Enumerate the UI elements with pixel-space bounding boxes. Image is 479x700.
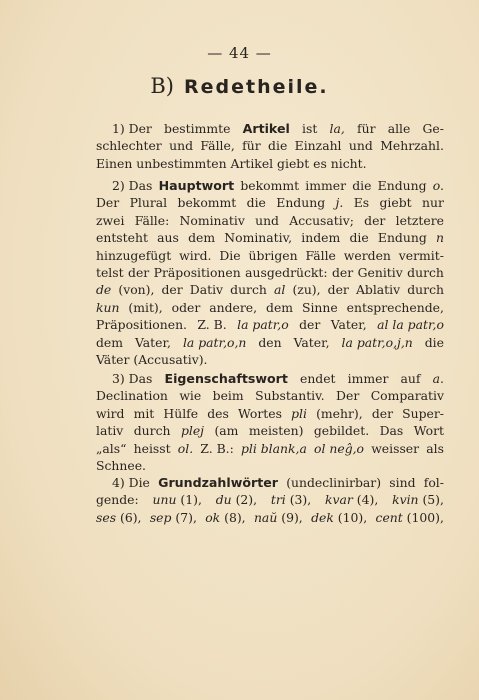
word: Präpositionen bbox=[153, 264, 241, 280]
grammar-term: Artikel bbox=[242, 121, 290, 136]
word: Nominativ bbox=[179, 212, 245, 228]
word: (mit), bbox=[128, 299, 163, 315]
word: (von), bbox=[118, 282, 155, 298]
word: Dativ bbox=[189, 282, 224, 298]
word: für bbox=[357, 121, 376, 136]
word: Hülfe bbox=[163, 405, 199, 421]
word: des bbox=[207, 405, 229, 421]
word: dem bbox=[96, 334, 124, 350]
word: Comparativ bbox=[370, 388, 444, 404]
text-line bbox=[96, 474, 444, 491]
word: immer bbox=[305, 178, 346, 193]
word: wird. bbox=[179, 247, 212, 263]
word: Endung bbox=[377, 230, 427, 246]
word: Ge- bbox=[422, 121, 444, 136]
word: Z. B.: bbox=[200, 440, 234, 456]
word: die bbox=[424, 334, 444, 350]
word: vermit- bbox=[398, 247, 444, 263]
text-line bbox=[96, 299, 444, 316]
word: der bbox=[371, 405, 394, 421]
esperanto-word: o. bbox=[432, 178, 444, 193]
word: Der bbox=[336, 388, 360, 404]
word: den bbox=[258, 334, 282, 350]
word: durch bbox=[407, 282, 444, 298]
word: (zu), bbox=[292, 282, 321, 298]
word: 3) Das bbox=[112, 371, 153, 386]
section-heading bbox=[0, 74, 479, 98]
word: 1) Der bbox=[112, 121, 152, 136]
word: bestimmte bbox=[164, 121, 231, 136]
word: Super- bbox=[402, 405, 444, 421]
text-line bbox=[96, 387, 444, 404]
word: Vater, bbox=[330, 317, 367, 333]
number-entry: du (2), bbox=[215, 492, 258, 508]
word: indem bbox=[301, 230, 341, 246]
text-line bbox=[96, 229, 444, 246]
esperanto-word: al bbox=[274, 282, 286, 298]
text-line bbox=[96, 264, 444, 281]
paragraph-article bbox=[96, 120, 444, 172]
paragraph-numerals bbox=[96, 474, 444, 526]
word: alle bbox=[387, 121, 411, 136]
word: immer bbox=[347, 371, 389, 386]
text-line bbox=[96, 491, 444, 508]
number-entry: kvar (4), bbox=[325, 492, 379, 508]
word: Fälle: bbox=[134, 212, 170, 228]
word: letztere bbox=[395, 212, 444, 228]
word: die bbox=[246, 195, 266, 211]
text-line bbox=[96, 351, 444, 368]
text-line bbox=[96, 194, 444, 211]
esperanto-word: al la patr,o bbox=[377, 317, 444, 333]
word: durch bbox=[230, 282, 267, 298]
word: oder bbox=[171, 299, 201, 315]
word: 4) Die bbox=[112, 475, 150, 490]
text-line bbox=[96, 177, 444, 194]
esperanto-word: plej bbox=[180, 423, 205, 439]
word: werden bbox=[343, 247, 391, 263]
word: bekommt bbox=[240, 178, 300, 193]
word: Fälle bbox=[305, 247, 336, 263]
word: entsteht bbox=[96, 230, 148, 246]
word: andere, bbox=[209, 299, 258, 315]
word: ist bbox=[302, 121, 318, 136]
word: Ablativ bbox=[355, 282, 401, 298]
esperanto-word: la patr,o,n bbox=[182, 334, 247, 350]
word: übrigen bbox=[248, 247, 298, 263]
number-entry: ok (8), bbox=[205, 509, 246, 525]
word: für bbox=[242, 138, 261, 154]
word: mit bbox=[133, 405, 155, 421]
word: Substantiv. bbox=[255, 388, 325, 404]
word: Einen unbestimmten Artikel giebt es nicht. bbox=[96, 155, 367, 171]
text-line bbox=[96, 405, 444, 422]
word: Wort bbox=[413, 423, 444, 439]
word: Plural bbox=[129, 195, 168, 211]
esperanto-word: j. bbox=[335, 195, 344, 211]
text-line bbox=[96, 212, 444, 229]
word: die bbox=[349, 230, 369, 246]
word: lativ bbox=[96, 423, 124, 439]
word: der bbox=[332, 264, 354, 280]
word: aus bbox=[157, 230, 179, 246]
section-letter: B) bbox=[150, 74, 174, 98]
number-entry: kvin (5), bbox=[392, 492, 444, 508]
word: Einzahl bbox=[294, 138, 342, 154]
word: Endung bbox=[276, 195, 326, 211]
word: heisst bbox=[133, 440, 171, 456]
word: Präpositionen. bbox=[96, 317, 187, 333]
number-entry: dek (10), bbox=[311, 509, 368, 525]
word: wird bbox=[96, 405, 125, 421]
esperanto-word: de bbox=[96, 282, 112, 298]
word: und bbox=[169, 138, 194, 154]
text-line bbox=[96, 137, 444, 154]
number-entry: cent (100), bbox=[375, 509, 444, 525]
word: beim bbox=[212, 388, 244, 404]
text-line bbox=[96, 155, 444, 172]
word: Vater, bbox=[134, 334, 171, 350]
word: der bbox=[161, 282, 183, 298]
word: Schnee. bbox=[96, 457, 146, 473]
word: „als“ bbox=[96, 440, 127, 456]
number-entry: ses (6), bbox=[96, 509, 142, 525]
word: der bbox=[327, 282, 349, 298]
word: Wortes bbox=[238, 405, 282, 421]
esperanto-word: a. bbox=[432, 371, 444, 386]
text-line bbox=[96, 370, 444, 387]
section-title: Redetheile. bbox=[183, 76, 329, 98]
word: sind bbox=[389, 475, 416, 490]
paragraph-noun bbox=[96, 177, 444, 368]
word: Endung bbox=[377, 178, 427, 193]
word: hinzugefügt bbox=[96, 247, 172, 263]
word: 2) Das bbox=[112, 178, 153, 193]
word: Sinne bbox=[301, 299, 338, 315]
word: endet bbox=[299, 371, 336, 386]
word: ausgedrückt: bbox=[245, 264, 328, 280]
word: fol- bbox=[423, 475, 444, 490]
word: (undeclinirbar) bbox=[286, 475, 382, 490]
esperanto-word: ol neĝ,o bbox=[314, 440, 365, 456]
grammar-term: Grundzahlwörter bbox=[158, 475, 278, 490]
page-number: — 44 — bbox=[207, 44, 272, 62]
esperanto-word: la patr,o,j,n bbox=[341, 334, 413, 350]
number-entry: naŭ (9), bbox=[253, 509, 303, 525]
word: der bbox=[299, 317, 321, 333]
word: gebildet. bbox=[313, 423, 370, 439]
paragraph-adjective bbox=[96, 370, 444, 474]
number-entry: unu (1), bbox=[152, 492, 202, 508]
text-line bbox=[96, 281, 444, 298]
word: auf bbox=[400, 371, 421, 386]
text-line bbox=[96, 509, 444, 526]
word: wie bbox=[179, 388, 202, 404]
word: und bbox=[255, 212, 279, 228]
word: Mehrzahl. bbox=[380, 138, 444, 154]
esperanto-word: la, bbox=[329, 121, 345, 136]
word: Declination bbox=[96, 388, 168, 404]
word: zwei bbox=[96, 212, 125, 228]
word: schlechter bbox=[96, 138, 162, 154]
word: die bbox=[352, 178, 372, 193]
text-line bbox=[96, 120, 444, 137]
word: meisten) bbox=[248, 423, 304, 439]
word: Fälle, bbox=[200, 138, 235, 154]
text-line bbox=[96, 334, 444, 351]
word: dem bbox=[266, 299, 294, 315]
grammar-term: Hauptwort bbox=[158, 178, 235, 193]
word: gende: bbox=[96, 492, 139, 508]
esperanto-word: la patr,o bbox=[237, 317, 289, 333]
word: bekommt bbox=[177, 195, 237, 211]
word: Väter (Accusativ). bbox=[96, 351, 208, 367]
number-entry: tri (3), bbox=[270, 492, 312, 508]
esperanto-word: pli bbox=[291, 405, 307, 421]
word: Das bbox=[379, 423, 404, 439]
word: der bbox=[364, 212, 386, 228]
esperanto-word: ol. bbox=[177, 440, 194, 456]
word: durch bbox=[407, 264, 444, 280]
word: Accusativ; bbox=[289, 212, 354, 228]
word: giebt bbox=[379, 195, 412, 211]
word: Der bbox=[96, 195, 120, 211]
word: als bbox=[426, 440, 444, 456]
word: durch bbox=[133, 423, 171, 439]
esperanto-word: kun bbox=[96, 299, 120, 315]
word: (am bbox=[214, 423, 239, 439]
word: entsprechende, bbox=[346, 299, 444, 315]
word: weisser bbox=[371, 440, 420, 456]
word: dem bbox=[188, 230, 216, 246]
word: Z. B. bbox=[197, 317, 227, 333]
word: die bbox=[268, 138, 288, 154]
text-line bbox=[96, 316, 444, 333]
word: nur bbox=[422, 195, 444, 211]
word: Nominativ, bbox=[224, 230, 293, 246]
esperanto-word: pli blank,a bbox=[240, 440, 307, 456]
text-line bbox=[96, 440, 444, 457]
word: Die bbox=[219, 247, 241, 263]
word: (mehr), bbox=[316, 405, 363, 421]
word: Vater, bbox=[293, 334, 330, 350]
word: Genitiv bbox=[357, 264, 403, 280]
word: Es bbox=[353, 195, 370, 211]
grammar-term: Eigenschaftswort bbox=[164, 371, 288, 386]
word: telst bbox=[96, 264, 124, 280]
word: und bbox=[348, 138, 373, 154]
text-line bbox=[96, 247, 444, 264]
text-line bbox=[96, 457, 444, 474]
text-line bbox=[96, 422, 444, 439]
esperanto-word: n bbox=[435, 230, 444, 246]
number-entry: sep (7), bbox=[149, 509, 197, 525]
word: der bbox=[128, 264, 150, 280]
